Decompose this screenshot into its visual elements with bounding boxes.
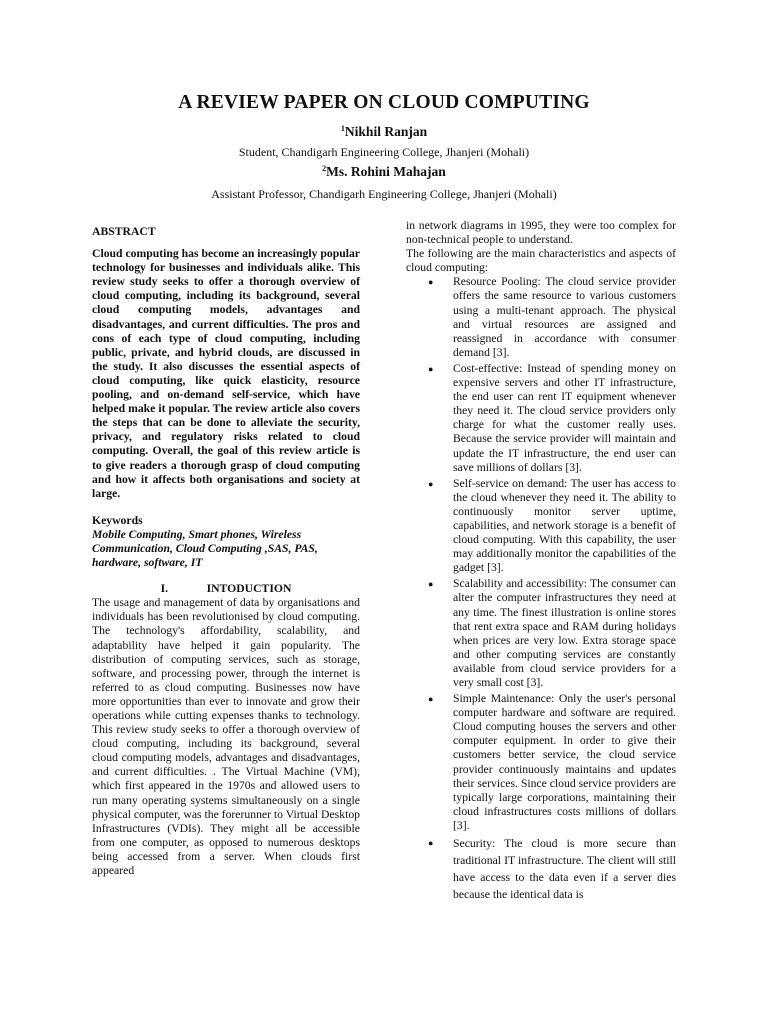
list-item (406, 835, 676, 903)
bullet-icon: ● (428, 579, 434, 590)
author-1-affiliation: Student, Chandigarh Engineering College, Jhanjeri (Mohali) (238, 145, 530, 159)
bullet-icon: ● (428, 478, 434, 489)
list-item (406, 477, 676, 576)
author-2-name: Ms. Rohini Mahajan (326, 164, 446, 179)
list-item-text: Simple Maintenance: Only the user's personal computer hardware and software are required. Cloud computing houses the servers and other computer equipment. In order to give their customers better service, the cloud service provider continuously maintains and updates their services. Since cloud service providers are typically large corporations, maintaining their cloud infrastructures costs millions of dollars [3]. (453, 692, 676, 832)
list-item (406, 275, 676, 360)
right-column (406, 219, 676, 905)
introduction-heading (92, 582, 360, 596)
author-2-superscript: 2 (322, 164, 327, 173)
bullet-icon: ● (428, 363, 434, 374)
characteristics-list (406, 275, 676, 903)
characteristics-lead-in: The following are the main characteristics and aspects of cloud computing: (406, 247, 676, 275)
author-1 (0, 124, 768, 140)
abstract-heading: ABSTRACT (92, 225, 156, 238)
author-2 (0, 164, 768, 180)
list-item-text: Self-service on demand: The user has access to the cloud whenever they need it. The ability to continuously monitor server uptime, capabilities, and network storage is a benefit of cloud computing. With this capability, the user may additionally monitor the capabilities of the gadget [3]. (453, 476, 676, 575)
list-item (406, 577, 676, 690)
list-item (406, 692, 676, 833)
list-item-text: Scalability and accessibility: The consumer can alter the computer infrastructures they need at any time. The finest illustration is online stores that rent extra space and RAM during holidays when prices are very low. Extra storage space and other computing services are constantly available from cloud service providers for a very small cost [3]. (453, 577, 676, 689)
bullet-icon: ● (428, 277, 434, 288)
keywords-text: Mobile Computing, Smart phones, Wireless Communication, Cloud Computing ,SAS, PAS, hardware, software, IT (92, 527, 318, 570)
left-column (92, 225, 360, 878)
list-item (406, 362, 676, 475)
list-item-text: Security: The cloud is more secure than traditional IT infrastructure. The client will still have access to the data even if a server dies because the identical data is (453, 837, 676, 902)
author-2-affiliation: Assistant Professor, Chandigarh Engineering College, Jhanjeri (Mohali) (211, 187, 557, 201)
introduction-text: The usage and management of data by organisations and individuals has been revolutionised by cloud computing. The technology's affordability, scalability, and adaptability have helped it gain popularity. The distribution of computing services, such as storage, software, and processing power, through the internet is referred to as cloud computing. Businesses now have more opportunities than ever to innovate and grow their operations while cutting expenses thanks to technology. This review study seeks to offer a thorough overview of cloud computing, including its background, several cloud computing models, advantages and disadvantages, and current difficulties. . The Virtual Machine (VM), which first appeared in the 1970s and allowed users to run many operating systems simultaneously on a single physical computer, was the forerunner to Virtual Desktop Infrastructures (VDIs). They might all be accessible from one computer, as opposed to numerous desktops being accessed from a server. When clouds first appeared (92, 596, 361, 878)
author-1-superscript: 1 (340, 124, 345, 133)
list-item-text: Resource Pooling: The cloud service provider offers the same resource to various customers using a multi-tenant approach. The physical and virtual resources are assigned and reassigned in accordance with consumer demand [3]. (453, 275, 676, 359)
paper-title: A REVIEW PAPER ON CLOUD COMPUTING (178, 92, 590, 113)
abstract-text: Cloud computing has become an increasingly popular technology for businesses and individuals alike. This review study seeks to offer a thorough overview of cloud computing, including its background, several cloud computing models, advantages and disadvantages, and current difficulties. The pros and cons of each type of cloud computing, including public, private, and hybrid clouds, are discussed in the study. It also discusses the essential aspects of cloud computing, like quick elasticity, resource pooling, and on-demand self-service, which have helped make it popular. The review article also covers the steps that can be done to alleviate the security, privacy, and regulatory risks related to cloud computing. Overall, the goal of this review article is to give readers a thorough grasp of cloud computing and how it affects both organisations and society at large. (92, 247, 360, 500)
continuation-text: in network diagrams in 1995, they were too complex for non-technical people to understand. (406, 219, 676, 247)
introduction-title: INTODUCTION (206, 582, 292, 596)
introduction-number: I. (160, 582, 169, 596)
bullet-icon: ● (428, 838, 434, 849)
bullet-icon: ● (428, 694, 434, 705)
keywords-heading: Keywords (92, 513, 143, 527)
author-1-name: Nikhil Ranjan (344, 124, 428, 139)
list-item-text: Cost-effective: Instead of spending money on expensive servers and other IT infrastructure, the end user can rent IT equipment whenever they need it. The cloud service providers only charge for what the customer really uses. Because the service provider will maintain and update the IT infrastructure, the end user can save millions of dollars [3]. (453, 361, 676, 474)
